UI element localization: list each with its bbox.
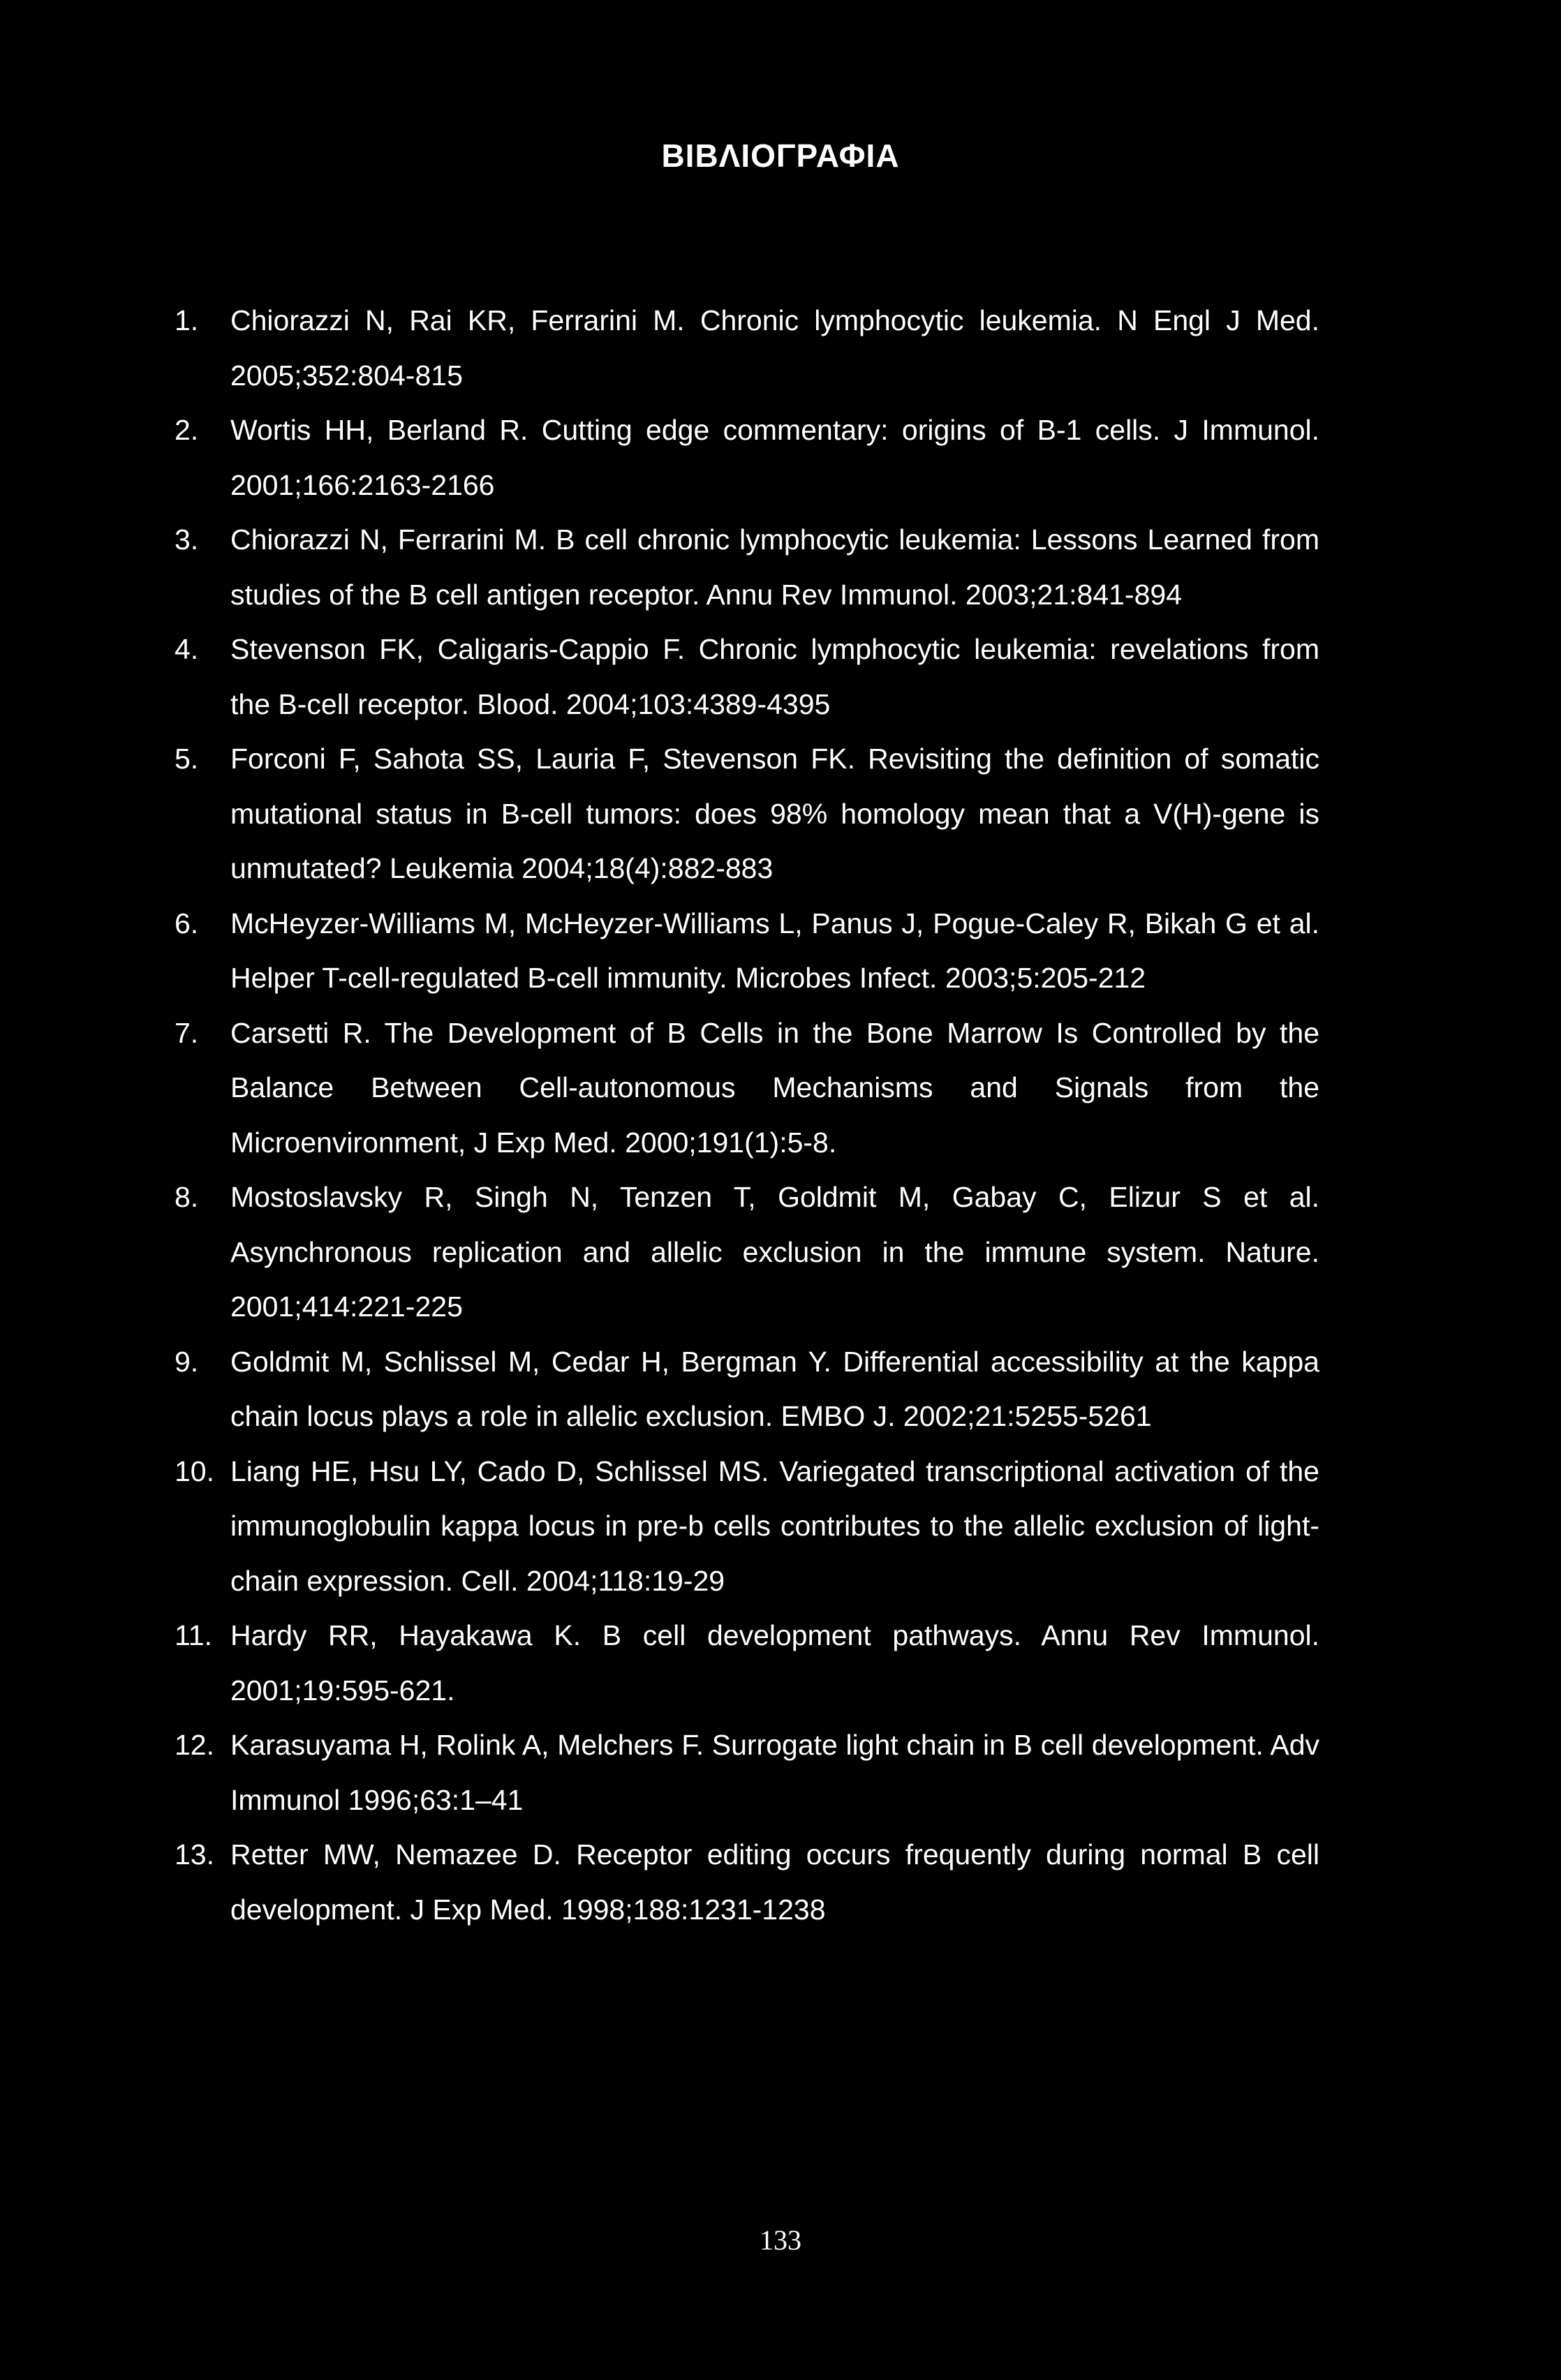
reference-text: Forconi F, Sahota SS, Lauria F, Stevenson FK. Revisiting the definition of somatic mutational status in B-cell tumors: does 98% homology mean that a V(H)-gene is unmutated? Leukemia 2004;18(4):882-883 [230,743,1319,884]
reference-number: 9. [175,1345,199,1378]
reference-number: 4. [175,633,199,665]
reference-text: Stevenson FK, Caligaris-Cappio F. Chronic lymphocytic leukemia: revelations from the B-cell receptor. Blood. 2004;103:4389-4395 [230,633,1319,720]
reference-item [175,731,1319,896]
reference-text: Carsetti R. The Development of B Cells in the Bone Marrow Is Controlled by the Balance Between Cell-autonomous Mechanisms and Signals from the Microenvironment, J Exp Med. 2000;191(1):5-8. [230,1016,1319,1159]
reference-number: 10. [175,1455,214,1487]
reference-text: Wortis HH, Berland R. Cutting edge commentary: origins of B-1 cells. J Immunol. 2001;166:2163-2166 [230,414,1319,501]
reference-text: Liang HE, Hsu LY, Cado D, Schlissel MS. Variegated transcriptional activation of the immunoglobulin kappa locus in pre-b cells contributes to the allelic exclusion of light-chain expression. Cell. 2004;118:19-29 [230,1455,1319,1597]
reference-number: 1. [175,304,199,336]
reference-item [175,896,1319,1006]
reference-item [175,1718,1319,1827]
reference-number: 5. [175,743,199,775]
reference-item [175,1006,1319,1170]
reference-text: Mostoslavsky R, Singh N, Tenzen T, Goldmit M, Gabay C, Elizur S et al. Asynchronous replication and allelic exclusion in the immune system. Nature. 2001;414:221-225 [230,1181,1319,1323]
reference-text: Hardy RR, Hayakawa K. B cell development pathways. Annu Rev Immunol. 2001;19:595-621. [230,1619,1319,1706]
reference-text: Retter MW, Nemazee D. Receptor editing occurs frequently during normal B cell development. J Exp Med. 1998;188:1231-1238 [230,1838,1319,1926]
reference-number: 6. [175,907,199,939]
reference-text: Chiorazzi N, Rai KR, Ferrarini M. Chronic lymphocytic leukemia. N Engl J Med. 2005;352:804-815 [230,304,1319,392]
reference-text: McHeyzer-Williams M, McHeyzer-Williams L, Panus J, Pogue-Caley R, Bikah G et al. Helper T-cell-regulated B-cell immunity. Microbes Infect. 2003;5:205-212 [230,907,1319,994]
reference-text: Goldmit M, Schlissel M, Cedar H, Bergman Y. Differential accessibility at the kappa chain locus plays a role in allelic exclusion. EMBO J. 2002;21:5255-5261 [230,1345,1319,1432]
reference-item [175,1444,1319,1609]
reference-text: Karasuyama H, Rolink A, Melchers F. Surrogate light chain in B cell development. Adv Immunol 1996;63:1–41 [230,1729,1319,1816]
page-title: ΒΙΒΛΙΟΓΡΑΦΙΑ [661,137,900,174]
reference-number: 7. [175,1016,199,1049]
reference-number: 8. [175,1181,199,1213]
reference-text: Chiorazzi N, Ferrarini M. B cell chronic lymphocytic leukemia: Lessons Learned from studies of the B cell antigen receptor. Annu Rev Immunol. 2003;21:841-894 [230,523,1319,611]
reference-list [175,293,1319,1937]
reference-number: 13. [175,1838,214,1870]
reference-item [175,403,1319,512]
reference-number: 3. [175,523,199,556]
reference-item [175,1827,1319,1937]
reference-number: 2. [175,414,199,446]
reference-item [175,1170,1319,1334]
reference-item [175,293,1319,403]
page-number: 133 [760,2224,801,2256]
reference-number: 12. [175,1729,214,1761]
reference-item [175,1608,1319,1718]
reference-number: 11. [175,1619,212,1651]
reference-item [175,622,1319,731]
reference-item [175,512,1319,622]
reference-item [175,1334,1319,1444]
